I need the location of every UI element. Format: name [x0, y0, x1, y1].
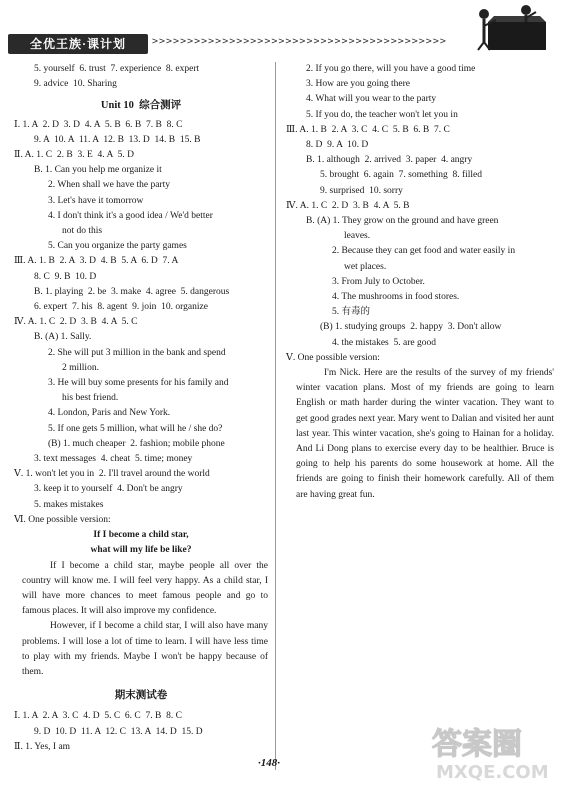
text-line: 3. He will buy some presents for his family and — [48, 378, 229, 389]
text-line: 5. If you do, the teacher won't let you in — [306, 109, 458, 120]
text-line: 3. text messages 4. cheat 5. time; money — [34, 454, 193, 465]
text-line: 9. D 10. D 11. A 12. C 13. A 14. D 15. D — [34, 726, 203, 737]
text-line: 3. How are you going there — [306, 79, 410, 90]
section-heading: 期末测试卷 — [114, 690, 168, 702]
left-column — [14, 62, 268, 755]
text-line: Ⅰ. 1. A 2. D 3. D 4. A 5. B 6. B 7. B 8. C — [14, 119, 183, 130]
watermark-logo-icon — [424, 718, 554, 784]
text-line: 9. A 10. A 11. A 12. B 13. D 14. B 15. B — [34, 134, 201, 145]
column-divider — [275, 62, 276, 770]
text-line: B. 1. although 2. arrived 3. paper 4. angry — [306, 155, 473, 166]
text-line: 5. yourself 6. trust 7. experience 8. expert — [34, 64, 200, 74]
text-line: wet places. — [344, 261, 387, 272]
text-line: Ⅴ. 1. won't let you in 2. I'll travel around the world — [14, 469, 210, 480]
text-line: 4. I don't think it's a good idea / We'd better — [48, 210, 213, 221]
text-line: 4. What will you wear to the party — [306, 94, 437, 105]
text-line: Ⅱ. A. 1. C 2. B 3. E 4. A 5. D — [14, 150, 134, 161]
text-line: his best friend. — [62, 393, 119, 404]
text-line: 4. London, Paris and New York. — [48, 408, 171, 419]
text-line: (B) 1. studying groups 2. happy 3. Don't allow — [320, 322, 502, 333]
text-line: 2. If you go there, will you have a good time — [306, 64, 476, 74]
text-line: not do this — [62, 226, 103, 237]
section-heading: Unit 10 综合测评 — [100, 100, 182, 112]
text-line: 5. 有毒的 — [332, 307, 371, 318]
text-line: Ⅲ. A. 1. B 2. A 3. C 4. C 5. B 6. B 7. C — [286, 124, 450, 135]
text-line: B. (A) 1. They grow on the ground and have green — [306, 216, 499, 227]
page-number: ·148· — [258, 757, 280, 769]
text-line: 4. the mistakes 5. are good — [332, 337, 436, 348]
text-line: Ⅳ. A. 1. C 2. D 3. B 4. A 5. B — [286, 200, 410, 211]
text-line: 5. brought 6. again 7. something 8. filled — [320, 170, 483, 181]
text-line: Ⅰ. 1. A 2. A 3. C 4. D 5. C 6. C 7. B 8. C — [14, 711, 182, 722]
text-line: B. (A) 1. Sally. — [34, 332, 92, 343]
text-line: 5. makes mistakes — [34, 499, 104, 510]
svg-text:答案圈: 答案圈 — [432, 727, 522, 762]
text-line: 5. Can you organize the party games — [48, 241, 187, 252]
essay-title: what will my life be like? — [90, 545, 192, 556]
text-line: 2 million. — [62, 362, 99, 373]
text-line: 3. keep it to yourself 4. Don't be angry — [34, 484, 183, 495]
text-line: 2. When shall we have the party — [48, 180, 170, 191]
essay-title: If I become a child star, — [93, 530, 189, 541]
text-line: leaves. — [344, 231, 371, 242]
text-line: 2. She will put 3 million in the bank and spend — [48, 347, 226, 358]
mascot-illustration-icon — [470, 2, 550, 52]
text-line: 2. Because they can get food and water easily in — [332, 246, 516, 257]
header-chevron-rule: >>>>>>>>>>>>>>>>>>>>>>>>>>>>>>>>>>>>>>>>>> — [152, 36, 447, 47]
text-line: 3. Let's have it tomorrow — [48, 195, 144, 206]
text-line: Ⅲ. A. 1. B 2. A 3. D 4. B 5. A 6. D 7. A — [14, 256, 179, 267]
text-line: Ⅳ. A. 1. C 2. D 3. B 4. A 5. C — [14, 317, 138, 328]
text-line: 9. advice 10. Sharing — [34, 79, 117, 90]
right-column — [286, 62, 554, 503]
text-line: 6. expert 7. his 8. agent 9. join 10. organize — [34, 302, 208, 313]
text-line: 8. D 9. A 10. D — [306, 140, 369, 151]
text-line: Ⅴ. One possible version: — [286, 352, 380, 363]
svg-text:MXQE.COM: MXQE.COM — [436, 762, 549, 783]
essay-paragraph: However, if I become a child star, I will also have many problems. I will lose a lot of time to learn. I will have less time to play with my friends. Maybe I won't be happy because of them. — [22, 621, 268, 677]
text-line: 8. C 9. B 10. D — [34, 271, 97, 282]
page-header — [0, 0, 563, 58]
text-line: 9. surprised 10. sorry — [320, 185, 403, 196]
text-line: Ⅱ. 1. Yes, I am — [14, 741, 71, 752]
text-line: B. 1. Can you help me organize it — [34, 165, 162, 176]
text-line: 3. From July to October. — [332, 276, 425, 287]
text-line: 4. The mushrooms in food stores. — [332, 292, 460, 303]
text-line: B. 1. playing 2. be 3. make 4. agree 5. dangerous — [34, 286, 230, 297]
text-line: 5. If one gets 5 million, what will he / she do? — [48, 423, 223, 434]
essay-paragraph: I'm Nick. Here are the results of the survey of my friends' winter vacation plans. Most of my friends are going to learn English or math harder during the winter vacation. They want to get good grades next year. Mary went to Dalian and visited her aunt last year. This winter vacation, she's going to Hainan for a holiday. And Li Dong plans to exercise every day to be healthier. Bruce is going to help his parents do some housework at home. All the friends are going to finish their homework carefully. All of them are having great fun. — [296, 368, 554, 500]
essay-paragraph: If I become a child star, maybe people all over the country will know me. I will feel very happy. As a child star, I will have more chances to meet famous people and go to famous places. It will also improve my confidence. — [22, 560, 268, 617]
text-line: Ⅵ. One possible version: — [14, 514, 111, 525]
text-line: (B) 1. much cheaper 2. fashion; mobile phone — [48, 438, 225, 449]
series-brand-logo: 全优王族·课计划 — [8, 34, 148, 54]
